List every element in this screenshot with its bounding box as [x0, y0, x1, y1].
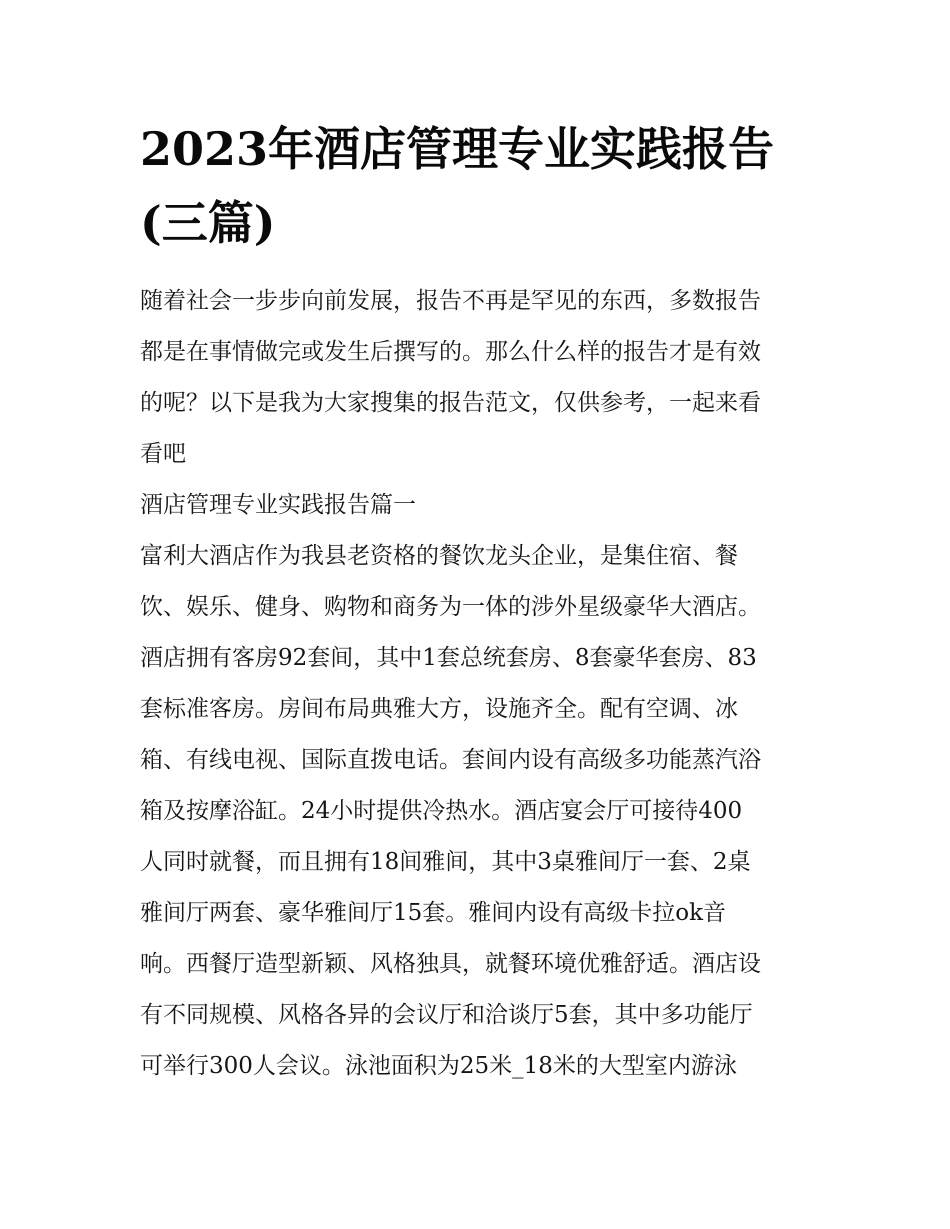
document-body — [140, 276, 830, 1092]
title-line-2: (三篇) — [140, 196, 276, 250]
section-heading: 酒店管理专业实践报告篇一 — [140, 492, 416, 518]
section-line-7: 人同时就餐，而且拥有18间雅间，其中3桌雅间厅一套、2桌 — [140, 849, 751, 875]
section-line-2: 饮、娱乐、健身、购物和商务为一体的涉外星级豪华大酒店。 — [140, 594, 761, 620]
section-line-10: 有不同规模、风格各异的会议厅和洽谈厅5套，其中多功能厅 — [140, 1002, 753, 1028]
section-line-6: 箱及按摩浴缸。24小时提供冷热水。酒店宴会厅可接待400 — [140, 798, 743, 824]
intro-line-1: 随着社会一步步向前发展，报告不再是罕见的东西，多数报告 — [140, 288, 761, 314]
intro-line-4: 看吧 — [140, 441, 186, 467]
section-line-3: 酒店拥有客房92套间，其中1套总统套房、8套豪华套房、83 — [140, 645, 757, 671]
title-line-1: 2023年酒店管理专业实践报告 — [140, 122, 775, 176]
section-line-5: 箱、有线电视、国际直拨电话。套间内设有高级多功能蒸汽浴 — [140, 747, 761, 773]
document-title — [140, 112, 820, 260]
intro-line-3: 的呢？以下是我为大家搜集的报告范文，仅供参考，一起来看 — [140, 390, 761, 416]
section-line-8: 雅间厅两套、豪华雅间厅15套。雅间内设有高级卡拉ok音 — [140, 900, 727, 926]
section-line-11: 可举行300人会议。泳池面积为25米_18米的大型室内游泳 — [140, 1053, 737, 1079]
section-line-1: 富利大酒店作为我县老资格的餐饮龙头企业，是集住宿、餐 — [140, 543, 738, 569]
intro-line-2: 都是在事情做完或发生后撰写的。那么什么样的报告才是有效 — [140, 339, 761, 365]
section-line-4: 套标准客房。房间布局典雅大方，设施齐全。配有空调、冰 — [140, 696, 738, 722]
section-line-9: 响。西餐厅造型新颖、风格独具，就餐环境优雅舒适。酒店设 — [140, 951, 761, 977]
